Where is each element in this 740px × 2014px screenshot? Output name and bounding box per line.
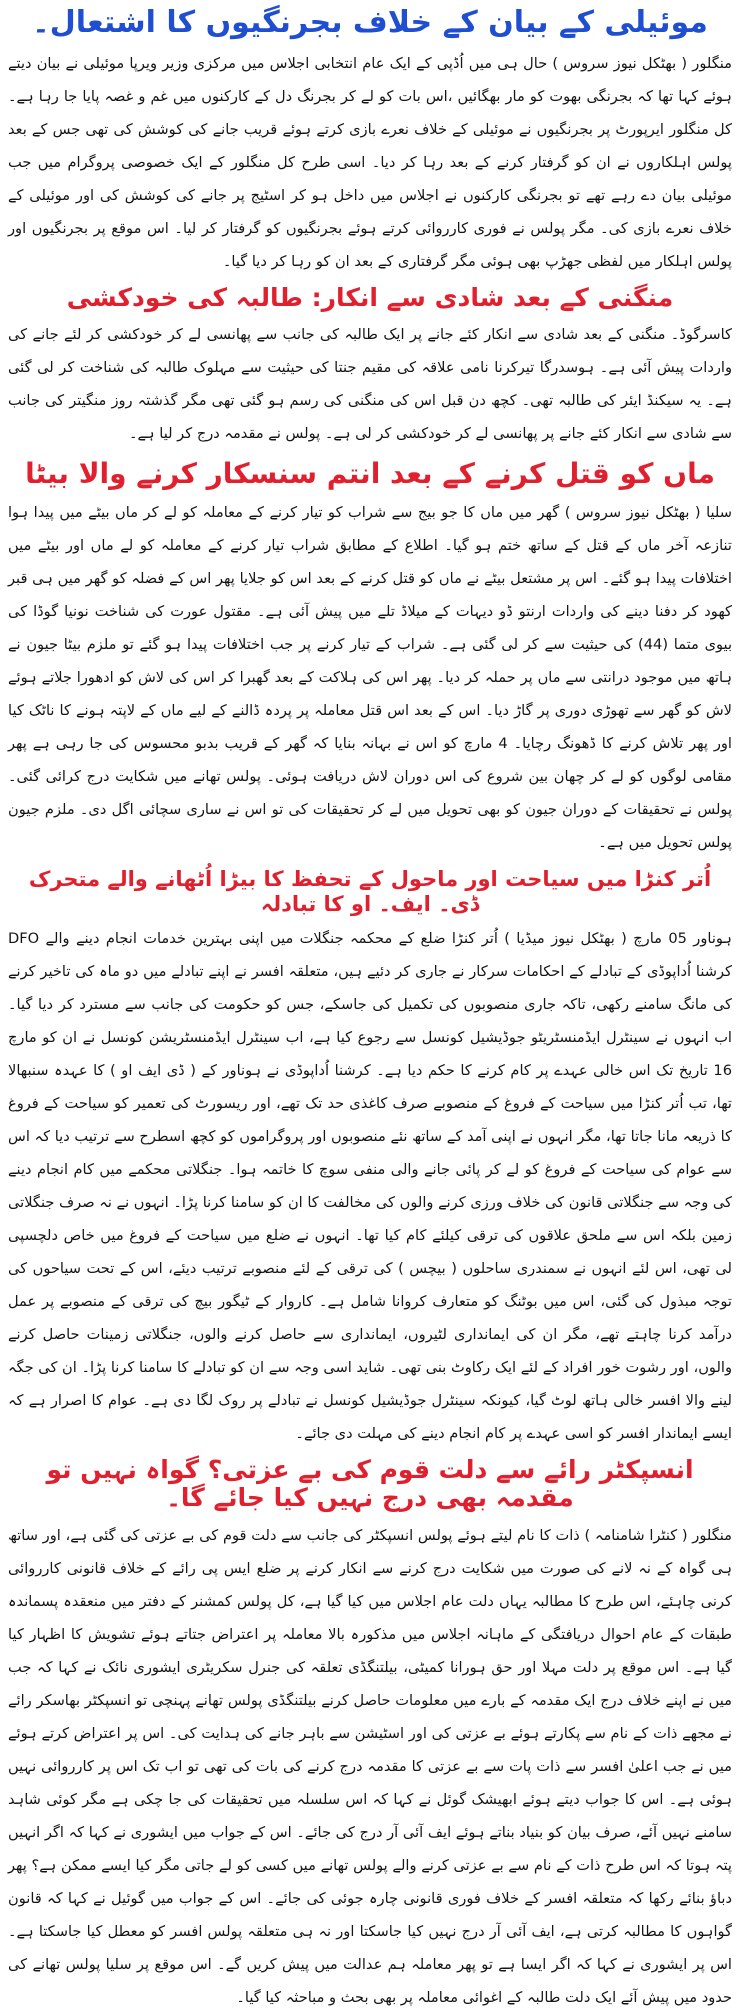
article-body: ہوناور 05 مارچ ( بھٹکل نیوز میڈیا ) اُتر کنڑا ضلع کے محکمہ جنگلات میں اپنی بہترین خدمات انجام دینے والے DFO کرشنا اُداپوڈی کے تبادلے کے احکامات سرکار نے جاری کر دئیے ہیں، متعلقہ افسر نے اپنے تبادلے میں دو ماہ کی تاخیر کرنے کی مانگ سامنے رکھی، تاکہ جاری منصوبوں کی تکمیل کی جاسکے، جس کو حکومت کی جانب سے مسترد کر دیا گیا۔ اب انہوں نے سینٹرل ایڈمنسٹریٹو جوڈیشیل کونسل سے رجوع کیا ہے، اب سینٹرل ایڈمنسٹریشن کونسل نے ان کو مارچ 16 تاریخ تک اس خالی عہدے پر کام کرنے کا حکم دیا ہے۔ کرشنا اُداپوڈی نے ہوناور کے ( ڈی ایف او ) کا عہدہ سنبھالا تھا، تب اُتر کنڑا میں سیاحت کے فروغ کے منصوبے صرف کاغذی حد تک تھے، اور ریسورٹ کی تعمیر کو سیاحت کے فروغ کا ذریعہ مانا جاتا تھا، مگر انہوں نے اپنی آمد کے ساتھ نئے منصوبوں اور پروگراموں کو کچھ اسطرح سے ترتیب دیا کہ اس سے عوام کی سیاحت کے فروغ کو لے کر پائی جانے والی منفی سوچ کا خاتمہ ہوا۔ جنگلاتی محکمے میں کام انجام دینے کی وجہ سے جنگلاتی قانون کی خلاف ورزی کرنے والوں کی مخالفت کا ان کو سامنا کرنا پڑا۔ انہوں نے نہ صرف جنگلاتی زمین بلکہ اس سے ملحق علاقوں کی ترقی کیلئے کام کیا تھا۔ انہوں نے ضلع میں سیاحت کے فروغ میں خاص دلچسپی لی تھی، اس لئے انہوں نے سمندری ساحلوں ( بیچس ) کی ترقی کے لئے منصوبے ترتیب دیئے، اس کے تحت سیاحوں کی توجہ مبذول کی گئی، اس میں بوٹنگ کو متعارف کروانا شامل ہے۔ کاروار کے ٹیگور بیچ کی ترقی کے منصوبے پر عمل درآمد کرنا چاہتے تھے، مگر ان کی ایمانداری لٹیروں، ایمانداری سے حاصل کرنے والوں، جنگلاتی زمینات حاصل کرنے والوں، اور رشوت خور افراد کے لئے ایک رکاوٹ بنی تھی۔ شاید اسی وجہ سے ان کو تبادلے کا سامنا کرنا پڑا۔ ان کی جگہ لینے والا افسر خالی ہاتھ لوٹ گیا، کیونکہ سینٹرل جوڈیشیل کونسل نے تبادلے پر روک لگا دی ہے۔ عوام کا اصرار ہے کہ ایسے ایماندار افسر کو اسی عہدے پر کام انجام دینے کی مہلت دی جائے۔ (8, 929, 732, 1442)
article-1 (8, 4, 732, 278)
article-headline: انسپکٹر رائے سے دلت قوم کی بے عزتی؟ گواہ نہیں تو مقدمہ بھی درج نہیں کیا جائے گا۔ (46, 1454, 694, 1513)
article-4 (8, 859, 732, 1449)
article-headline: اُتر کنڑا میں سیاحت اور ماحول کے تحفظ کا بیڑا اُٹھانے والے متحرک ڈی۔ ایف۔ او کا تبادلہ (28, 867, 712, 916)
article-2 (8, 278, 732, 451)
article-body: منگلور ( کنٹرا شامنامہ ) ذات کا نام لیتے ہوئے پولس انسپکٹر کی جانب سے دلت قوم کی بے عزتی کی گئی ہے، اور ساتھ ہی گواہ کے نہ لانے کی صورت میں شکایت درج کرنے سے انکار کرنے پر ضلع ایس پی رائے کے خلاف قانونی کارروائی کرنی چاہئے، اس طرح کا مطالبہ یہاں دلت عام اجلاس میں کیا گیا ہے، کل پولس کمشنر کے دفتر میں منعقدہ پسماندہ طبقات کے عام احوال دریافتگی کے ماہانہ اجلاس میں مذکورہ بالا معاملہ پر اعتراض جتاتے ہوئے تشویش کا اظہار کیا گیا ہے۔ اس موقع پر دلت مہلا اور حق ہورانا کمیٹی، بیلتنگڈی تعلقہ کی جنرل سکریٹری ایشوری نائک نے کہا کہ جب میں نے اپنے خلاف درج ایک مقدمہ کے بارے میں معلومات حاصل کرنے بیلتنگڈی پولس تھانے پہنچی تو انسپکٹر بھاسکر رائے نے مجھے ذات کے نام سے پکارتے ہوئے بے عزتی کی اور اسٹیشن سے باہر جانے کی ہدایت کی۔ اس پر اعتراض کرتے ہوئے میں نے جب اعلیٰ افسر سے ذات پات سے بے عزتی کا مقدمہ درج کرنے کی بات کی تھی تو اب تک اس پر کارروائی نہیں ہوئی ہے۔ اس کا جواب دیتے ہوئے ابھیشک گوئل نے کہا کہ اس سلسلہ میں تحقیقات کی جا چکی ہے مگر کوئی شاہد سامنے نہیں آئے، صرف بیان کو بنیاد بناتے ہوئے ایف آئی آر درج کی جائے۔ اس کے جواب میں ایشوری نے کہا کہ اگر انہیں پتہ ہوتا کہ اس طرح ذات کے نام سے بے عزتی کرنے والے پولس تھانے میں کسی کو لے جاتی مگر کیا ایسے ممکن ہے؟ پھر دباؤ بنائے رکھا کہ متعلقہ افسر کے خلاف فوری قانونی چارہ جوئی کی جائے۔ اس کے جواب میں گوئیل نے کہا کہ قانون گواہوں کا مطالبہ کرتی ہے، ایف آئی آر درج نہیں کیا جاسکتا اور نہ ہی متعلقہ پولس افسر کو معطل کیا جاسکتا ہے۔ اس پر ایشوری نے کہا کہ اگر ایسا ہے تو پھر معاملہ ہم عدالت میں پیش کریں گے۔ اس موقع پر سلیا پولس تھانے کی حدود میں پیش آئے ایک دلت طالبہ کے اغوائی معاملہ پر بھی بحث و مباحثہ کیا گیا۔ (8, 1527, 732, 2007)
article-headline: موئیلی کے بیان کے خلاف بجرنگیوں کا اشتعال۔ (32, 5, 708, 40)
article-body: منگلور ( بھٹکل نیوز سروس ) حال ہی میں اُڈپی کے ایک عام انتخابی اجلاس میں مرکزی وزیر ویرپا موئیلی نے بیان دیتے ہوئے کہا تھا کہ بجرنگی بھوت کو مار بھگائیں ،اس بات کو لے کر بجرنگ دل کے کارکنوں میں غم و غصہ پایا جا رہا ہے۔ کل منگلور ایرپورٹ پر بجرنگیوں نے موئیلی کے خلاف نعرے بازی کرتے ہوئے قریب جانے کی کوشش کی تھی جس کے بعد پولس اہلکاروں نے ان کو گرفتار کرنے کے بعد رہا کر دیا۔ اسی طرح کل منگلور کے ایک خصوصی پروگرام میں جب موئیلی بیان دے رہے تھے تو بجرنگی کارکنوں نے اجلاس میں داخل ہو کر اسٹیج پر جانے کی کوشش کی اور موئیلی کے خلاف نعرے بازی کی۔ مگر پولس نے فوری کارروائی کرتے ہوئے بجرنگیوں کو گرفتار کر لیا۔ اس موقع پر بجرنگیوں اور پولس اہلکار میں لفظی جھڑپ بھی ہوئی مگر گرفتاری کے بعد ان کو رہا کر دیا گیا۔ (8, 54, 732, 270)
article-headline: ماں کو قتل کرنے کے بعد انتم سنسکار کرنے والا بیٹا (25, 457, 715, 491)
article-5 (8, 1450, 732, 2014)
article-3 (8, 450, 732, 859)
article-headline: منگنی کے بعد شادی سے انکار: طالبہ کی خودکشی (66, 282, 674, 312)
article-body: سلیا ( بھٹکل نیوز سروس ) گھر میں ماں کا جو بیج سے شراب کو تیار کرنے کے معاملہ کو لے کر ماں بیٹے میں پیدا ہوا تنازعہ آخر ماں کے قتل کے ساتھ ختم ہو گیا۔ اطلاع کے مطابق شراب تیار کرنے کے معاملہ کو لے ماں اور بیٹے میں اختلافات پیدا ہو گئے۔ اس پر مشتعل بیٹے نے ماں کو قتل کرنے کے بعد اس کو جلایا پھر اس کے فضلہ کو گھر میں ہی قبر کھود کر دفنا دینے کی واردات ارنتو ڈو دیہات کے میلاڈ تلے میں پیش آئی ہے۔ مقتول عورت کی شناخت نونیا گوڈا کی بیوی متما (44) کی حیثیت سے کر لی گئی ہے۔ شراب کے تیار کرنے پر جب اختلافات پیدا ہو گئے تو ملزم بیٹا جیون نے ہاتھ میں موجود درانتی سے ماں پر حملہ کر دیا۔ پھر اس کی ہلاکت کے بعد گھبرا کر اس کی لاش کو ادھورا جلاتے ہوئے لاش کو گھر سے تھوڑی دوری پر گاڑ دیا۔ اس کے بعد اس قتل معاملہ پر پردہ ڈالنے کے لیے ماں کے لاپتہ ہونے کا ناٹک کیا اور پھر تلاش کرنے کا ڈھونگ رچایا۔ 4 مارچ کو اس نے بہانہ بنایا کہ گھر کے قریب بدبو محسوس کی جا رہی ہے پھر مقامی لوگوں کو لے کر چھان بین شروع کی اس دوران لاش دریافت ہوئی۔ پولس تھانے میں شکایت درج کرائی گئی۔ پولس نے تحقیقات کے دوران جیون کو بھی تحویل میں لے کر تحقیقات کی تو اس نے ساری سچائی اگل دی۔ ملزم جیون پولس تحویل میں ہے۔ (8, 504, 733, 852)
article-body: کاسرگوڈ۔ منگنی کے بعد شادی سے انکار کئے جانے پر ایک طالبہ کی جانب سے پھانسی لے کر خودکشی کر لئے جانے کی واردات پیش آئی ہے۔ ہوسدرگا تیرکرنا نامی علاقہ کی مقیم جنتا کی حیثیت سے مہلوک طالبہ کی شناخت کر لی گئی ہے۔ یہ سیکنڈ ایئر کی طالبہ تھی۔ کچھ دن قبل اس کی منگنی کی رسم ہو گئی تھی مگر گذشتہ روز منگیتر کی جانب سے شادی سے انکار کئے جانے پر پھانسی لے کر خودکشی کر لی ہے۔ پولس نے مقدمہ درج کر لیا ہے۔ (8, 326, 732, 443)
